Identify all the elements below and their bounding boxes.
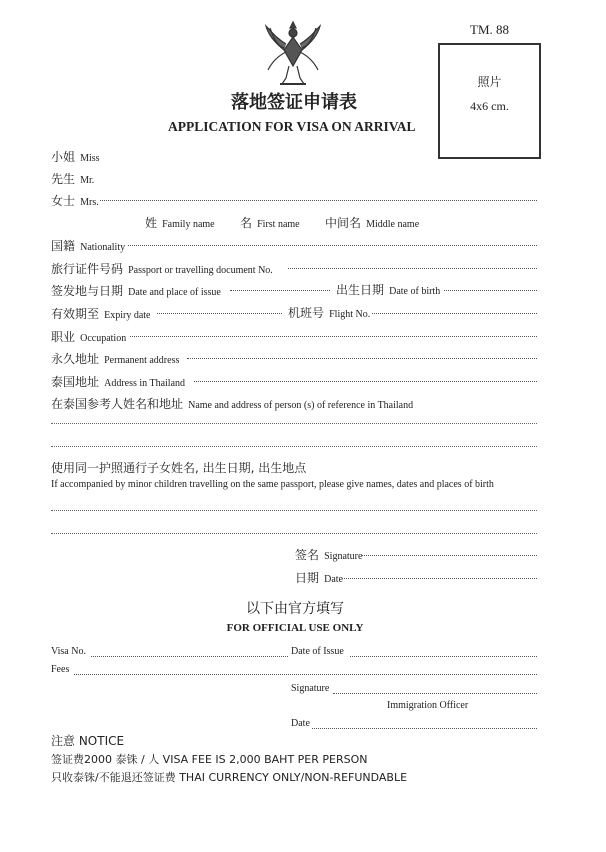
reference-line-2[interactable]	[51, 446, 537, 447]
visa-no-label: Visa No.	[51, 646, 86, 657]
birth-field[interactable]	[444, 290, 537, 291]
miss-label: 小姐 Miss	[51, 150, 100, 164]
children-line-1[interactable]	[51, 510, 537, 511]
signature-field[interactable]	[362, 555, 537, 556]
expiry-field[interactable]	[157, 313, 282, 314]
children-label-en: If accompanied by minor children travelling on the same passport, please give names, dates and places of birth	[51, 479, 494, 490]
nationality-label: 国籍 Nationality	[51, 239, 126, 253]
fees-field[interactable]	[74, 674, 537, 675]
official-signature-field[interactable]	[333, 693, 537, 694]
passport-field[interactable]	[288, 268, 537, 269]
notice-line-2: 只收泰铢/不能退还签证费 THAI CURRENCY ONLY/NON-REFUNDABLE	[51, 771, 408, 784]
title-zh: 落地签证申请表	[231, 92, 357, 113]
official-signature-label: Signature	[291, 683, 330, 694]
middle-name-header: 中间名 Middle name	[325, 216, 420, 230]
date-of-issue-label: Date of Issue	[291, 646, 344, 657]
reference-label: 在泰国参考人姓名和地址 Name and address of person (s) of reference in Thailand	[51, 397, 414, 411]
notice-line-1: 签证费2000 泰铢 / 人 VISA FEE IS 2,000 BAHT PER PERSON	[51, 753, 368, 766]
issue-field[interactable]	[230, 290, 330, 291]
children-line-2[interactable]	[51, 533, 537, 534]
thai-address-field[interactable]	[194, 381, 537, 382]
children-label-zh: 使用同一护照通行子女姓名, 出生日期, 出生地点	[51, 461, 307, 475]
mrs-label: 女士 Mrs.	[51, 194, 99, 208]
first-name-header: 名 First name	[240, 216, 300, 230]
date-of-issue-field[interactable]	[350, 656, 537, 657]
photo-size: 4x6 cm.	[470, 99, 509, 113]
nationality-field[interactable]	[128, 245, 537, 246]
official-date-label: Date	[291, 718, 310, 729]
signature-label: 签名 Signature	[295, 548, 363, 562]
official-title-zh: 以下由官方填写	[246, 601, 344, 617]
occupation-label: 职业 Occupation	[51, 330, 127, 344]
expiry-label: 有效期至 Expiry date	[51, 307, 151, 321]
permanent-label: 永久地址 Permanent address	[51, 352, 180, 366]
fees-label: Fees	[51, 664, 70, 675]
passport-label: 旅行证件号码 Passport or travelling document No.	[51, 262, 273, 276]
family-name-header: 姓 Family name	[145, 216, 215, 230]
occupation-field[interactable]	[130, 336, 537, 337]
birth-label: 出生日期 Date of birth	[336, 283, 441, 297]
photo-label: 照片	[477, 75, 502, 89]
notice-title: 注意 NOTICE	[51, 734, 125, 748]
flight-label: 机班号 Flight No.	[288, 306, 371, 320]
form-code: TM. 88	[470, 22, 509, 37]
official-date-field[interactable]	[312, 728, 537, 729]
official-title-en: FOR OFFICIAL USE ONLY	[226, 622, 364, 634]
visa-no-field[interactable]	[91, 656, 288, 657]
mrs-field[interactable]	[100, 200, 537, 201]
flight-field[interactable]	[372, 313, 537, 314]
immigration-officer-label: Immigration Officer	[387, 700, 469, 711]
reference-line-1[interactable]	[51, 423, 537, 424]
title-en: APPLICATION FOR VISA ON ARRIVAL	[168, 119, 416, 134]
mr-label: 先生 Mr.	[51, 172, 95, 186]
date-label: 日期 Date	[295, 571, 343, 585]
permanent-field[interactable]	[187, 358, 537, 359]
photo-box[interactable]	[438, 43, 541, 159]
date-field[interactable]	[342, 578, 537, 579]
thai-address-label: 泰国地址 Address in Thailand	[51, 375, 186, 389]
garuda-emblem-icon	[262, 18, 324, 88]
issue-label: 签发地与日期 Date and place of issue	[51, 284, 221, 298]
